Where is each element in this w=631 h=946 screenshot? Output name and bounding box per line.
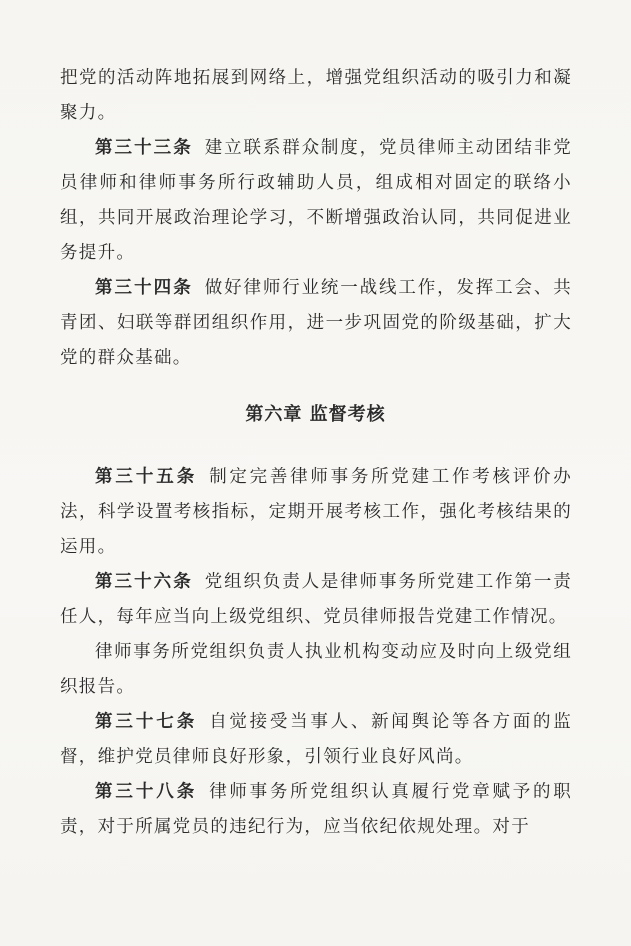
article-38-label: 第三十八条	[95, 782, 198, 802]
paragraph-text: 律师事务所党组织负责人执业机构变动应及时向上级党组织报告。	[60, 642, 572, 697]
chapter-title: 第六章 监督考核	[245, 404, 386, 425]
article-33-text: 建立联系群众制度，党员律师主动团结非党员律师和律师事务所行政辅助人员，组成相对固定的联络小组，共同开展政治理论学习，不断增强政治认同，共同促进业务提升。	[60, 138, 573, 263]
article-35-label: 第三十五条	[95, 467, 198, 487]
paragraph-text: 把党的活动阵地拓展到网络上，增强党组织活动的吸引力和凝聚力。	[60, 68, 572, 123]
article-35	[60, 460, 572, 565]
article-33	[60, 131, 572, 271]
article-34	[60, 271, 572, 376]
text-block-bottom	[60, 460, 572, 845]
article-37-text: 自觉接受当事人、新闻舆论等各方面的监督，维护党员律师良好形象，引领行业良好风尚。	[60, 712, 572, 767]
article-37	[60, 705, 572, 775]
text-block-top	[60, 61, 572, 376]
article-33-label: 第三十三条	[95, 138, 193, 158]
article-36-text: 党组织负责人是律师事务所党建工作第一责任人，每年应当向上级党组织、党员律师报告党建工作情况。	[60, 572, 573, 627]
paragraph-continuation	[60, 61, 572, 131]
article-36-label: 第三十六条	[95, 572, 193, 592]
article-38	[60, 775, 572, 845]
article-36-paragraph-2	[60, 635, 572, 705]
article-38-text: 律师事务所党组织认真履行党章赋予的职责，对于所属党员的违纪行为，应当依纪依规处理。对于	[60, 782, 572, 837]
article-36	[60, 565, 572, 635]
article-34-label: 第三十四条	[95, 278, 193, 298]
article-34-text: 做好律师行业统一战线工作，发挥工会、共青团、妇联等群团组织作用，进一步巩固党的阶级基础，扩大党的群众基础。	[60, 278, 573, 368]
article-37-label: 第三十七条	[95, 712, 198, 732]
article-35-text: 制定完善律师事务所党建工作考核评价办法，科学设置考核指标，定期开展考核工作，强化考核结果的运用。	[60, 467, 572, 557]
